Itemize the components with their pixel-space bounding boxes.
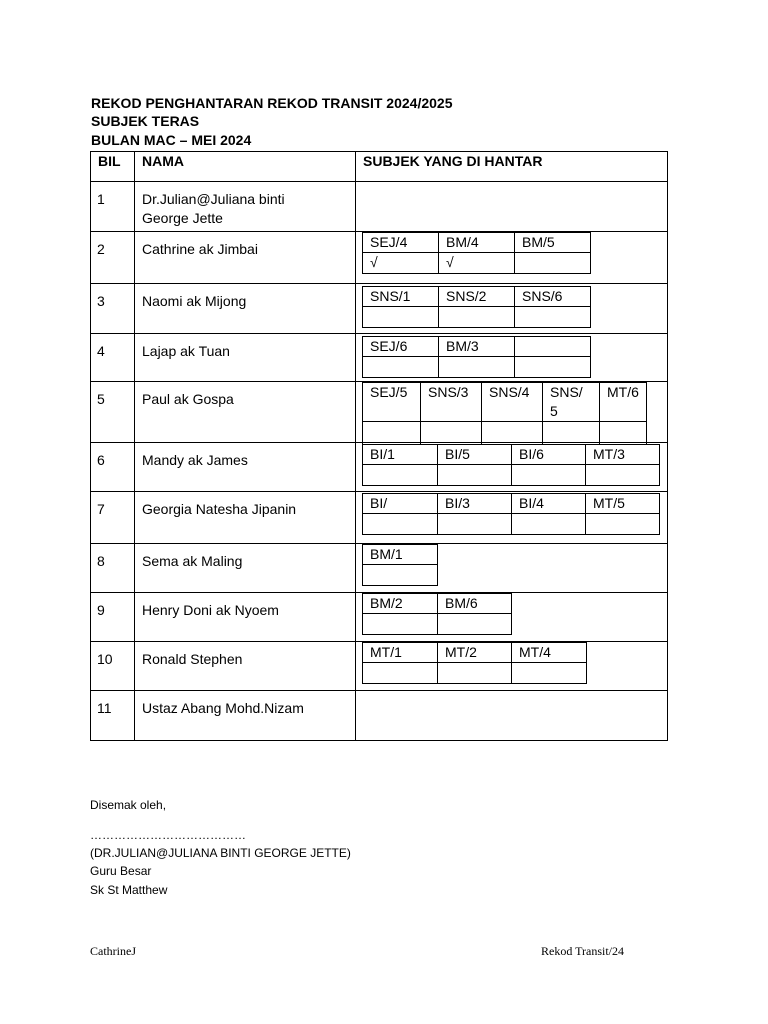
subject-check-mark — [363, 465, 438, 486]
subject-code: SNS/3 — [421, 383, 482, 422]
row-nama: Georgia Natesha Jipanin — [135, 492, 356, 544]
signatory-position: Guru Besar — [90, 864, 152, 878]
row-bil: 5 — [91, 382, 135, 443]
subject-check-mark — [421, 422, 482, 445]
subject-check-mark — [586, 465, 660, 486]
subject-code: SEJ/6 — [363, 337, 439, 357]
table-row — [91, 382, 668, 443]
row-bil: 11 — [91, 691, 135, 741]
row-bil: 1 — [91, 182, 135, 232]
row-nama: Henry Doni ak Nyoem — [135, 593, 356, 642]
subject-check-mark — [363, 565, 438, 586]
row-nama: Mandy ak James — [135, 443, 356, 492]
subject-code: BM/1 — [363, 545, 438, 565]
header-bil: BIL — [91, 152, 135, 182]
header-nama: NAMA — [135, 152, 356, 182]
page-footer-left: CathrineJ — [90, 944, 136, 958]
subject-check-mark — [482, 422, 543, 445]
subject-check-mark — [515, 307, 591, 328]
subject-grid — [362, 232, 591, 274]
subject-check-mark — [363, 357, 439, 378]
table-header-row — [91, 152, 668, 182]
subject-code: BI/5 — [438, 445, 512, 465]
subject-check-mark — [438, 514, 512, 535]
row-bil: 10 — [91, 642, 135, 691]
row-nama: Ustaz Abang Mohd.Nizam — [135, 691, 356, 741]
subject-grid — [362, 493, 660, 535]
subject-code: BM/3 — [439, 337, 515, 357]
row-subjects — [356, 182, 668, 232]
checked-by-label: Disemak oleh, — [90, 798, 167, 812]
row-subjects — [356, 334, 668, 382]
row-nama: Lajap ak Tuan — [135, 334, 356, 382]
subject-code: SNS/4 — [482, 383, 543, 422]
subject-check-mark — [512, 465, 586, 486]
subject-code: SNS/1 — [363, 287, 439, 307]
row-bil: 9 — [91, 593, 135, 642]
row-subjects — [356, 593, 668, 642]
subject-code — [515, 337, 591, 357]
subject-code: BM/6 — [438, 594, 512, 614]
row-nama: Paul ak Gospa — [135, 382, 356, 443]
subject-grid — [362, 444, 660, 486]
row-subjects — [356, 232, 668, 284]
document-title: REKOD PENGHANTARAN REKOD TRANSIT 2024/2025 — [91, 95, 453, 111]
table-row — [91, 593, 668, 642]
school-name: Sk St Matthew — [90, 883, 168, 897]
table-row — [91, 284, 668, 334]
subject-check-mark — [363, 514, 438, 535]
row-bil: 3 — [91, 284, 135, 334]
row-subjects — [356, 691, 668, 741]
transit-record-table — [90, 151, 668, 741]
signatory-name: (DR.JULIAN@JULIANA BINTI GEORGE JETTE) — [90, 846, 351, 860]
subject-code: SEJ/5 — [363, 383, 421, 422]
subject-code: BM/5 — [515, 233, 591, 253]
subject-code: MT/5 — [586, 494, 660, 514]
page-footer-right: Rekod Transit/24 — [541, 944, 625, 958]
subject-check-mark — [438, 465, 512, 486]
table-row — [91, 544, 668, 593]
row-nama: Cathrine ak Jimbai — [135, 232, 356, 284]
subject-grid — [362, 544, 438, 586]
subject-code: SEJ/4 — [363, 233, 439, 253]
subject-code: BM/4 — [439, 233, 515, 253]
table-row — [91, 443, 668, 492]
subject-check-mark — [515, 357, 591, 378]
table-row — [91, 232, 668, 284]
table-row — [91, 334, 668, 382]
subject-code: BI/6 — [512, 445, 586, 465]
subject-code: BM/2 — [363, 594, 438, 614]
subject-grid — [362, 382, 647, 445]
subject-check-mark — [515, 253, 591, 274]
header-subjek: SUBJEK YANG DI HANTAR — [356, 152, 668, 182]
subject-code: MT/6 — [600, 383, 647, 422]
subject-check-mark — [363, 663, 438, 684]
table-row — [91, 642, 668, 691]
subject-code: MT/1 — [363, 643, 438, 663]
subject-grid — [362, 286, 591, 328]
row-bil: 8 — [91, 544, 135, 593]
subject-code: SNS/2 — [439, 287, 515, 307]
subject-check-mark — [600, 422, 647, 445]
subject-code: MT/3 — [586, 445, 660, 465]
subject-check-mark — [438, 663, 512, 684]
subject-code: BI/ — [363, 494, 438, 514]
row-subjects — [356, 284, 668, 334]
row-subjects — [356, 382, 668, 443]
subject-check-mark — [543, 422, 600, 445]
subject-grid — [362, 593, 512, 635]
subject-grid — [362, 336, 591, 378]
row-nama: Naomi ak Mijong — [135, 284, 356, 334]
row-bil: 4 — [91, 334, 135, 382]
subject-check-mark — [512, 514, 586, 535]
subject-code: SNS/6 — [515, 287, 591, 307]
row-subjects — [356, 492, 668, 544]
subject-check-mark: √ — [363, 253, 439, 274]
subject-code: MT/4 — [512, 643, 587, 663]
subject-check-mark — [363, 422, 421, 445]
row-bil: 2 — [91, 232, 135, 284]
subject-check-mark — [512, 663, 587, 684]
row-bil: 7 — [91, 492, 135, 544]
subject-code: BI/4 — [512, 494, 586, 514]
row-subjects — [356, 443, 668, 492]
subject-check-mark — [363, 614, 438, 635]
subject-check-mark: √ — [439, 253, 515, 274]
subject-code: BI/1 — [363, 445, 438, 465]
subject-check-mark — [438, 614, 512, 635]
signature-line: ………………………………… — [90, 828, 246, 842]
subject-check-mark — [586, 514, 660, 535]
row-nama: Dr.Julian@Juliana binti George Jette — [135, 182, 356, 232]
table-row — [91, 691, 668, 741]
subject-grid — [362, 642, 587, 684]
subject-check-mark — [439, 307, 515, 328]
subject-code: MT/2 — [438, 643, 512, 663]
document-period: BULAN MAC – MEI 2024 — [91, 132, 252, 148]
row-bil: 6 — [91, 443, 135, 492]
document-subtitle: SUBJEK TERAS — [91, 113, 200, 129]
row-nama: Ronald Stephen — [135, 642, 356, 691]
subject-check-mark — [439, 357, 515, 378]
table-row — [91, 182, 668, 232]
subject-check-mark — [363, 307, 439, 328]
row-nama: Sema ak Maling — [135, 544, 356, 593]
row-subjects — [356, 544, 668, 593]
table-row — [91, 492, 668, 544]
subject-code: SNS/ 5 — [543, 383, 600, 422]
row-subjects — [356, 642, 668, 691]
subject-code: BI/3 — [438, 494, 512, 514]
